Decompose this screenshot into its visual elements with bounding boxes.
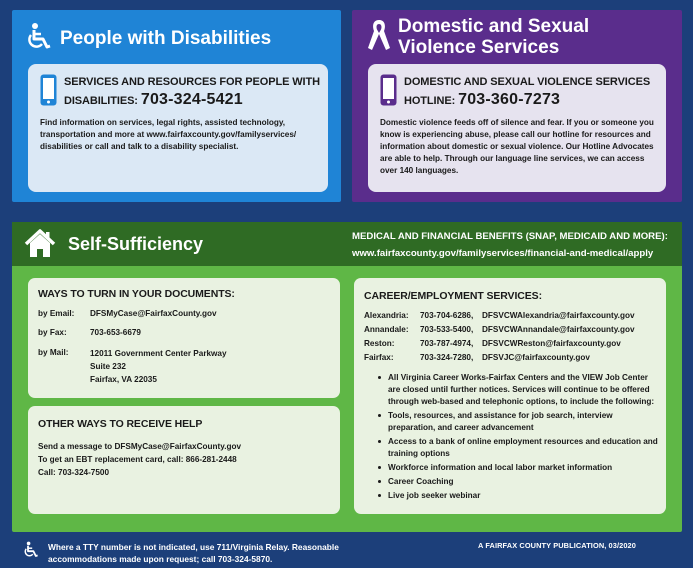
wheelchair-icon	[22, 540, 40, 560]
office-email[interactable]: DFSVCWReston@fairfaxcounty.gov	[482, 339, 621, 348]
publication-info: A FAIRFAX COUNTY PUBLICATION, 03/2020	[478, 541, 636, 550]
doc-email-value[interactable]: DFSMyCase@FairfaxCounty.gov	[90, 309, 217, 318]
self-sufficiency-header	[12, 222, 682, 266]
disabilities-card	[28, 64, 328, 192]
other-help-title: OTHER WAYS TO RECEIVE HELP	[38, 418, 203, 430]
wheelchair-icon	[24, 22, 54, 52]
office-email[interactable]: DFSVCWAnnandale@fairfaxcounty.gov	[482, 325, 635, 334]
domestic-violence-phone[interactable]: 703-360-7273	[458, 91, 561, 108]
other-help-box	[28, 406, 340, 514]
disabilities-text: Find information on services, legal rights, assisted technology, transportation and more at www.fairfaxcounty.gov/familyservices/ disabilities or call and talk to a disability specialist.	[40, 118, 297, 151]
domestic-violence-panel	[352, 10, 682, 202]
list-item: Career Coaching	[378, 476, 662, 488]
help-line-ebt: To get an EBT replacement card, call: 866-281-2448	[38, 455, 237, 464]
house-icon	[24, 229, 56, 259]
phone-icon	[40, 74, 57, 106]
doc-fax-value: 703-653-6679	[90, 328, 141, 337]
self-sufficiency-panel	[12, 222, 682, 532]
documents-title: WAYS TO TURN IN YOUR DOCUMENTS:	[38, 288, 235, 300]
list-item: Live job seeker webinar	[378, 490, 662, 502]
list-item: Access to a bank of online employment resources and education and training options	[378, 436, 662, 460]
medical-benefits-link[interactable]: www.fairfaxcounty.gov/familyservices/financial-and-medical/apply	[352, 248, 654, 259]
disabilities-card-title: SERVICES AND RESOURCES FOR PEOPLE WITH DISABILITIES: 703-324-5421	[64, 76, 320, 108]
list-item: Workforce information and local labor market information	[378, 462, 662, 474]
domestic-violence-card-title: DOMESTIC AND SEXUAL VIOLENCE SERVICES HOTLINE: 703-360-7273	[404, 76, 651, 108]
list-item: All Virginia Career Works-Fairfax Centers and the VIEW Job Center are closed until further notices. Services will continue to be offered through web-based and telephonic options, to include the following:	[378, 372, 662, 408]
office-email[interactable]: DFSVCWAlexandria@fairfaxcounty.gov	[482, 311, 635, 320]
career-title: CAREER/EMPLOYMENT SERVICES:	[364, 290, 542, 302]
domestic-violence-card	[368, 64, 666, 192]
help-line-message: Send a message to DFSMyCase@FairfaxCounty.gov	[38, 442, 242, 451]
disabilities-phone[interactable]: 703-324-5421	[140, 91, 243, 108]
disabilities-panel	[12, 10, 341, 202]
phone-icon	[380, 74, 397, 106]
list-item: Tools, resources, and assistance for job search, interview preparation, and career advancement	[378, 410, 662, 434]
domestic-violence-heading: Domestic and Sexual Violence Services	[398, 16, 590, 58]
self-sufficiency-heading: Self-Sufficiency	[68, 234, 204, 254]
career-box: CAREER/EMPLOYMENT SERVICES: Alexandria: 703-704-6286, DFSVCWAlexandria@fairfaxcounty.gov Annandale: 703-533-5400, DFSVCWAnnandale@fairfaxcounty.gov Reston: 703-787-4974, DFSVCWReston@fairfaxcounty.gov Fairfax: 703-324-7280, DFSVJC@fairfaxcounty.gov All Virginia Career Works-Fairfax Centers and the VIEW Job Center are closed until further notices. Services will continue to be offered through web-based and telephonic options, to include the following: Tools, resources, and assistance for job search, interview preparation, and career advancement Access to a bank of online employment resources and education and training options Workforce information and local labor market information Career Coaching Live job seeker webinar	[354, 278, 666, 514]
footer-text: Where a TTY number is not indicated, use 711/Virginia Relay. Reasonable accommodations made upon request; call 703-324-5870.	[48, 542, 339, 564]
documents-box: WAYS TO TURN IN YOUR DOCUMENTS: by Email: DFSMyCase@FairfaxCounty.gov by Fax: 703-653-6679 by Mail: 12011 Government Center Parkway Suite 232 Fairfax, VA 22035	[28, 278, 340, 398]
help-line-call: Call: 703-324-7500	[38, 468, 110, 477]
awareness-ribbon-icon	[366, 18, 392, 54]
career-services-list	[378, 372, 662, 504]
medical-benefits-info: MEDICAL AND FINANCIAL BENEFITS (SNAP, MEDICAID AND MORE): www.fairfaxcounty.gov/familyservices/financial-and-medical/apply	[352, 228, 677, 262]
disabilities-heading: People with Disabilities	[60, 28, 272, 49]
domestic-violence-text: Domestic violence feeds off of silence and fear. If you or someone you know is experiencing abuse, please call our hotline for resources and information about domestic or sexual violence. Our Hotline Advocates are able to help. Through our language line services, we can access over 140 languages.	[380, 118, 654, 175]
office-email[interactable]: DFSVJC@fairfaxcounty.gov	[482, 353, 590, 362]
